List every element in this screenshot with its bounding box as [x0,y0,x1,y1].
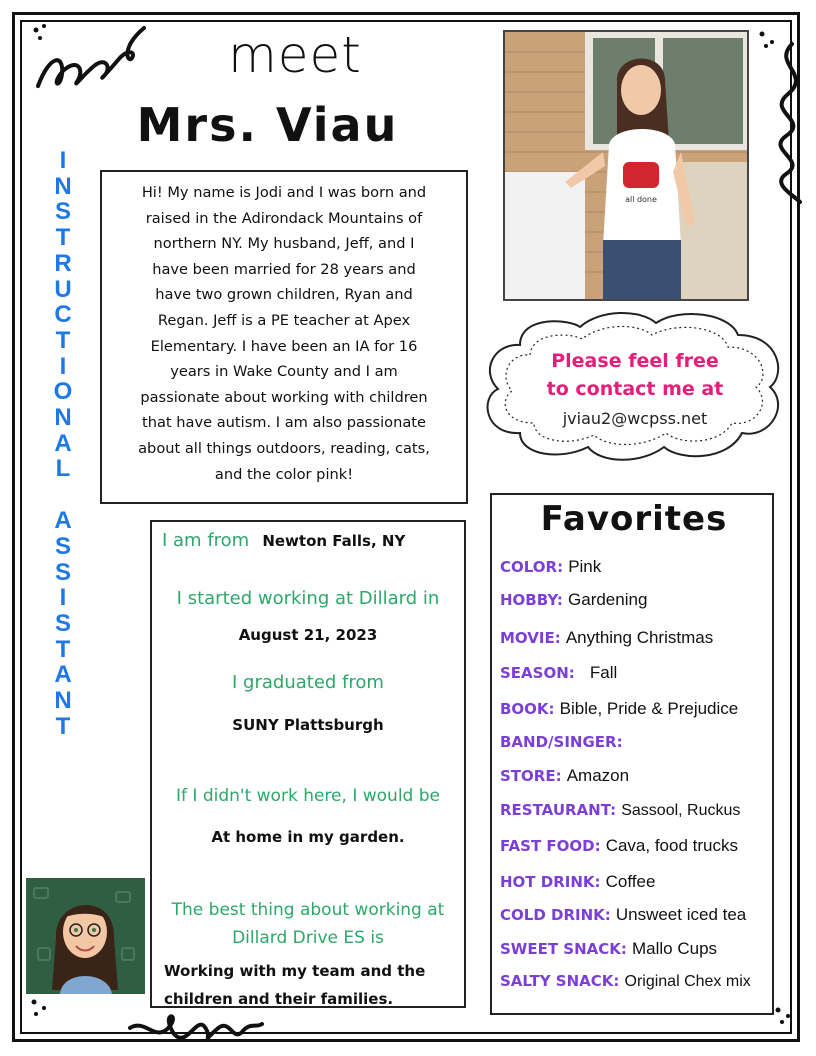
facts-box [150,520,466,1008]
corner-swirl-right [752,24,816,204]
bio-line: raised in the Adirondack Mountains of [145,209,423,227]
favorite-value: Pink [568,557,602,576]
bio-line: Hi! My name is Jodi and I was born and [141,184,427,201]
shirt-graphic [623,162,659,204]
vertical-title-letter: I [59,147,67,174]
favorite-label: BOOK: [500,700,555,718]
favorites-box [490,493,774,1015]
favorite-row [500,732,623,752]
favorite-row [500,971,751,991]
favorite-label: FAST FOOD: [500,837,601,855]
favorite-label: SALTY SNACK: [500,972,620,990]
favorite-value: Anything Christmas [565,628,714,647]
title-meet: meet [228,26,362,84]
teacher-photo-illustration [505,32,747,299]
favorite-row [500,557,601,577]
favorite-label: SWEET SNACK: [500,940,627,958]
favorite-row [500,800,740,820]
favorite-value: Gardening [568,590,648,609]
corner-swirl-top-left [20,14,150,104]
bio-line: and the color pink! [214,465,354,483]
bio-line: have two grown children, Ryan and [155,286,413,304]
contact-email[interactable]: jviau2@wcpss.net [562,409,708,428]
vertical-title-letter: N [54,172,72,200]
vertical-title-letter: S [54,558,71,586]
favorite-value: Unsweet iced tea [615,905,747,924]
vertical-title-letter: S [54,532,71,560]
favorite-value: Amazon [566,766,630,785]
fact-from-answer: Newton Falls, NY [262,532,406,550]
fact-best-prompt-line1: The best thing about working at [171,900,445,920]
favorite-value: Original Chex mix [624,973,751,990]
bio-line: northern NY. My husband, Jeff, and I [153,235,415,253]
bio-line: years in Wake County and I am [170,363,398,381]
favorite-label: COLD DRINK: [500,906,611,924]
bio-box [100,170,468,504]
favorite-value: Mallo Cups [632,939,718,958]
contact-heading-line1: Please feel free [551,350,719,372]
fact-best-answer-line1: Working with my team and the [164,962,426,980]
bio-line: Regan. Jeff is a PE teacher at Apex [157,311,411,329]
vertical-title-letter: C [54,301,72,329]
favorite-row [500,766,629,786]
favorite-value: Cava, food trucks [605,836,738,855]
vertical-title-letter: U [54,275,72,303]
bio-line: Elementary. I have been an IA for 16 [150,337,418,355]
avatar-illustration [26,878,145,994]
favorite-label: HOT DRINK: [500,873,601,891]
vertical-title-letter: L [55,455,71,483]
bio-line: about all things outdoors, reading, cats, [138,439,430,457]
fact-graduated-answer: SUNY Plattsburgh [232,716,384,734]
fact-best-prompt-line2: Dillard Drive ES is [232,928,384,948]
bio-line: that have autism. I am also passionate [142,414,426,432]
teacher-photo [503,30,749,301]
favorite-label: HOBBY: [500,591,563,609]
vertical-title-letter: T [55,326,71,354]
favorite-value: Bible, Pride & Prejudice [559,699,739,718]
favorite-label: RESTAURANT: [500,801,617,819]
fact-from-prompt: I am from [162,530,250,551]
vertical-title-letter: R [54,249,72,277]
bio-line: have been married for 28 years and [152,260,416,278]
vertical-title-letter: O [53,378,73,406]
favorite-label: SEASON: [500,664,575,682]
vertical-title-letter: I [59,352,67,380]
contact-heading [480,347,790,403]
corner-dots-bottom-left [26,994,56,1024]
favorite-row [500,699,738,719]
favorite-row [500,590,647,610]
vertical-title-letter: A [54,429,72,457]
corner-dots-bottom-right [770,1000,800,1030]
fact-from [162,530,405,551]
favorite-row [500,872,655,892]
vertical-title-letter: T [55,224,71,252]
vertical-title-letter: N [54,404,72,432]
favorite-value: Fall [589,663,618,682]
vertical-title-letter: A [54,661,72,689]
fact-started-prompt: I started working at Dillard in [176,588,440,609]
favorite-label: COLOR: [500,558,564,576]
fact-started-answer: August 21, 2023 [238,626,378,644]
fact-if-prompt: If I didn't work here, I would be [176,786,440,806]
bio-line: passionate about working with children [140,388,428,406]
favorite-label: STORE: [500,767,562,785]
vertical-title-letter: S [54,198,71,226]
fact-best-answer-line2: children and their families. [164,990,394,1006]
teacher-name-title: Mrs. Viau [136,98,399,152]
bottom-swirl [126,1008,266,1048]
favorite-label: BAND/SINGER: [500,733,623,751]
vertical-title-instructional [48,148,78,482]
fact-graduated-prompt: I graduated from [232,672,384,693]
vertical-title-letter: S [54,609,71,637]
favorite-value: Sassool, Ruckus [621,802,741,819]
vertical-title-letter: N [54,687,72,715]
vertical-title-letter: T [55,635,71,663]
favorites-title: Favorites [540,499,728,539]
avatar [26,878,145,994]
favorite-row [500,939,717,959]
vertical-title-assistant [48,508,78,739]
vertical-title-letter: T [55,712,71,740]
contact-heading-line2: to contact me at [546,378,724,400]
fact-if-answer: At home in my garden. [211,828,405,846]
favorite-row [500,663,617,683]
vertical-title-letter: I [59,584,67,612]
favorite-row [500,905,746,925]
contact-bubble [480,305,790,465]
shirt-text: all done [625,195,657,204]
vertical-title-letter: A [54,507,72,535]
favorite-row [500,628,713,648]
favorite-row [500,836,738,856]
vertical-title [48,148,78,739]
favorite-value: Coffee [605,872,656,891]
favorite-label: MOVIE: [500,629,561,647]
